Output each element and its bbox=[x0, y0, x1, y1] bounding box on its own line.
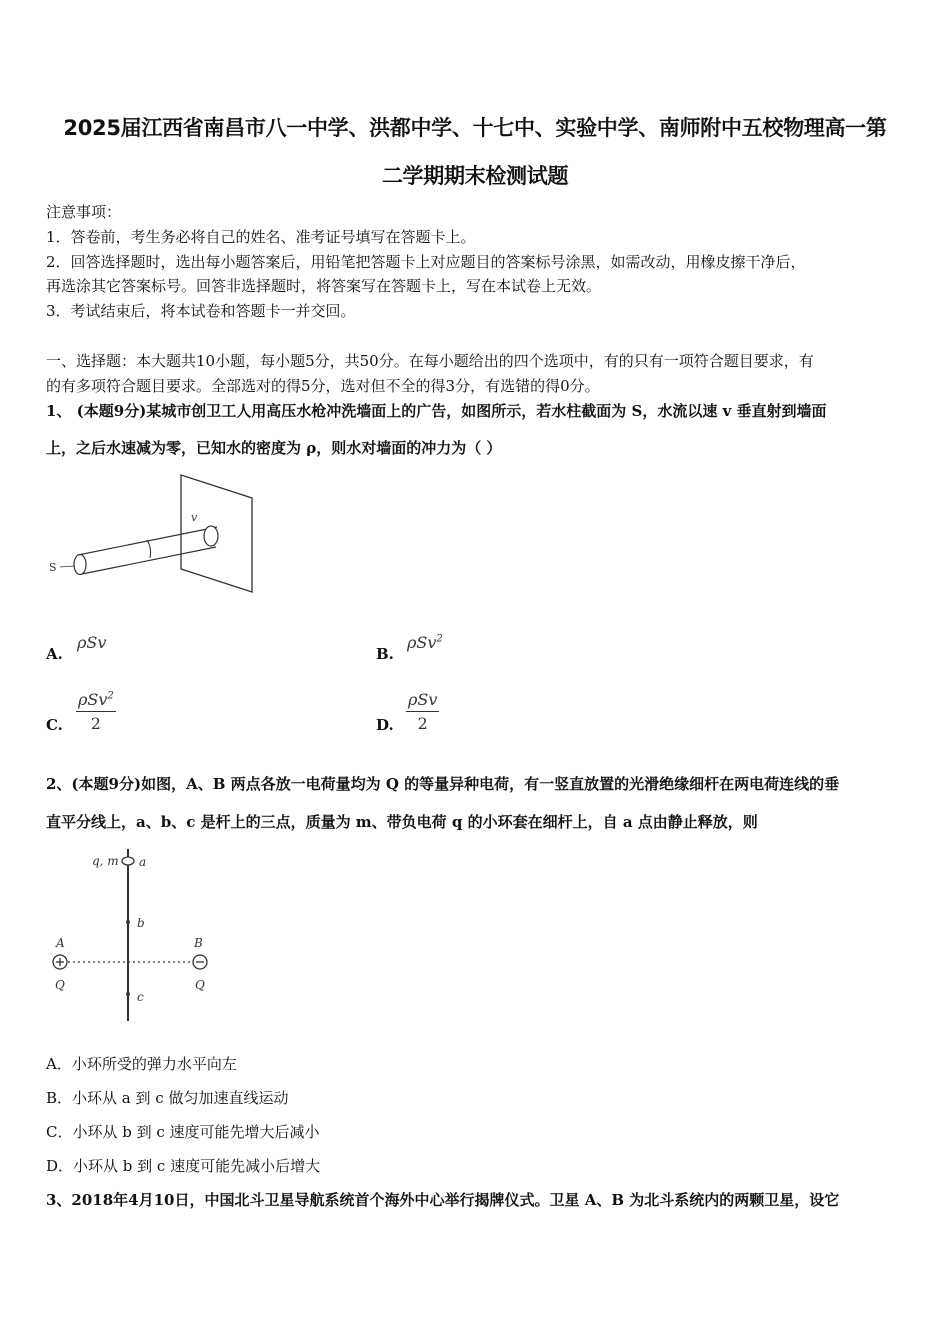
q1-option-d-num: ρSv bbox=[408, 690, 438, 709]
jet-end-ellipse bbox=[74, 555, 86, 575]
q2-charges-rod-figure bbox=[44, 845, 224, 1025]
q1-option-c-fraction bbox=[76, 690, 116, 733]
fig-label-s: S bbox=[49, 561, 57, 574]
notice-heading: 注意事项： bbox=[46, 203, 122, 221]
q2-option-d[interactable]: D．小环从 b 到 c 速度可能先减小后增大 bbox=[46, 1157, 321, 1175]
q1-stem-line2: 上，之后水速减为零，已知水的密度为 ρ，则水对墙面的冲力为（ ） bbox=[46, 439, 502, 457]
ring bbox=[122, 857, 134, 865]
q1-option-c-den: 2 bbox=[90, 714, 101, 733]
q1-option-d-fraction bbox=[406, 690, 439, 733]
q1-option-d-den: 2 bbox=[417, 714, 428, 733]
q2-option-c[interactable]: C．小环从 b 到 c 速度可能先增大后减小 bbox=[46, 1123, 320, 1141]
jet-section-mark bbox=[147, 540, 151, 558]
q1-stem-line1: 1、 (本题9分)某城市创卫工人用高压水枪冲洗墙面上的广告，如图所示，若水柱截面为 S，水流以速 v 垂直射到墙面 bbox=[46, 402, 827, 420]
q1-option-a-expr: ρSv bbox=[77, 633, 107, 652]
notice-item-2b: 再选涂其它答案标号。回答非选择题时，将答案写在答题卡上，写在本试卷上无效。 bbox=[46, 277, 602, 295]
s-leader-line bbox=[60, 566, 74, 567]
fig-label-qm: q, m bbox=[92, 854, 119, 868]
q2-option-b[interactable]: B．小环从 a 到 c 做匀加速直线运动 bbox=[46, 1089, 289, 1107]
point-c-dot bbox=[126, 992, 130, 996]
q1-option-d-label[interactable]: D. bbox=[376, 716, 394, 734]
document-title-line1: 2025届江西省南昌市八一中学、洪都中学、十七中、实验中学、南师附中五校物理高一第 bbox=[63, 116, 887, 140]
fig-label-b: b bbox=[137, 916, 145, 930]
q1-option-b-expr bbox=[407, 633, 443, 652]
fig-label-QB: Q bbox=[195, 978, 205, 992]
fig-label-c: c bbox=[137, 990, 144, 1004]
q1-option-a-label[interactable]: A. bbox=[46, 645, 63, 663]
q2-option-a[interactable]: A．小环所受的弹力水平向左 bbox=[46, 1055, 237, 1073]
jet-front-ellipse bbox=[204, 526, 218, 546]
document-title-line2: 二学期期末检测试题 bbox=[381, 164, 569, 188]
section-heading-line2: 的有多项符合题目要求。全部选对的得5分，选对但不全的得3分，有选错的得0分。 bbox=[46, 377, 600, 395]
q3-stem-line1: 3、2018年4月10日，中国北斗卫星导航系统首个海外中心举行揭牌仪式。卫星 A、B 为北斗系统内的两颗卫星，设它 bbox=[46, 1191, 840, 1209]
q2-stem-line1: 2、(本题9分)如图，A、B 两点各放一电荷量均为 Q 的等量异种电荷，有一竖直放置的光滑绝缘细杆在两电荷连线的垂 bbox=[46, 775, 840, 793]
fig-label-B: B bbox=[194, 936, 203, 950]
fig-label-a: a bbox=[139, 855, 147, 869]
q1-water-jet-figure bbox=[44, 470, 264, 600]
q1-option-b-base: ρSv bbox=[407, 633, 437, 652]
notice-item-3: 3．考试结束后，将本试卷和答题卡一并交回。 bbox=[46, 302, 356, 320]
notice-item-2a: 2．回答选择题时，选出每小题答案后，用铅笔把答题卡上对应题目的答案标号涂黑，如需改动，用橡皮擦干净后， bbox=[46, 253, 806, 271]
fig-label-A: A bbox=[56, 936, 65, 950]
fig-label-QA: Q bbox=[55, 978, 65, 992]
fig-label-v: v bbox=[191, 511, 198, 524]
section-heading-line1: 一、选择题：本大题共10小题，每小题5分，共50分。在每小题给出的四个选项中，有的只有一项符合题目要求，有 bbox=[46, 352, 814, 370]
q1-option-b-sup: 2 bbox=[436, 633, 443, 645]
q2-stem-line2: 直平分线上，a、b、c 是杆上的三点，质量为 m、带负电荷 q 的小环套在细杆上，自 a 点由静止释放，则 bbox=[46, 813, 758, 831]
q1-option-c-num: ρSv bbox=[78, 690, 108, 709]
point-b-dot bbox=[126, 920, 130, 924]
notice-item-1: 1．答卷前，考生务必将自己的姓名、准考证号填写在答题卡上。 bbox=[46, 228, 476, 246]
q1-option-b-label[interactable]: B. bbox=[376, 645, 394, 663]
q1-option-c-sup: 2 bbox=[107, 690, 114, 702]
q1-option-c-label[interactable]: C. bbox=[46, 716, 63, 734]
